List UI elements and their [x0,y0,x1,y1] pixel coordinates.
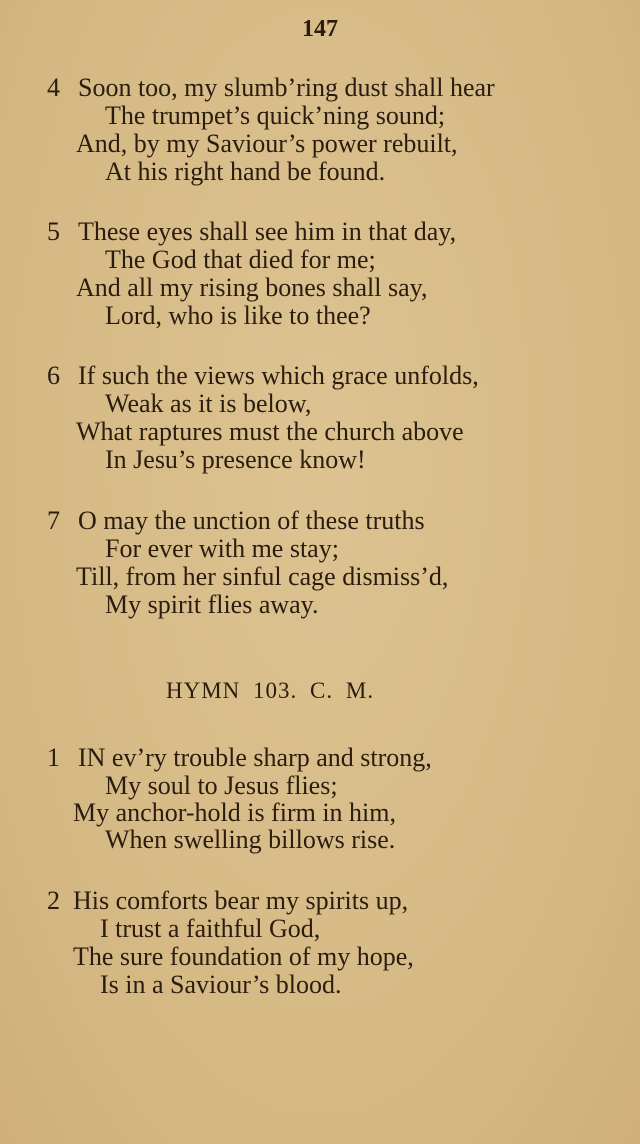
stanza-number: 4 [47,73,60,102]
verse-line: For ever with me stay; [105,534,339,563]
verse-line: When swelling billows rise. [105,825,396,854]
verse-line: The sure foundation of my hope, [73,942,414,971]
verse-line: O may the unction of these truths [78,506,425,535]
verse-line: My anchor-hold is firm in him, [73,798,396,827]
verse-line: The God that died for me; [105,245,376,274]
stanza-number: 7 [47,506,60,535]
page-number: 147 [302,16,338,42]
verse-line: Soon too, my slumb’ring dust shall hear [78,73,495,102]
verse-line: My soul to Jesus flies; [105,771,338,800]
verse-line: And, by my Saviour’s power rebuilt, [76,129,458,158]
verse-line: Lord, who is like to thee? [105,301,371,330]
verse-line: If such the views which grace unfolds, [78,361,479,390]
verse-line: IN ev’ry trouble sharp and strong, [78,743,432,772]
stanza-number: 6 [47,361,60,390]
verse-line: The trumpet’s quick’ning sound; [105,101,446,130]
hymn-heading: HYMN 103. C. M. [166,678,375,703]
stanza-number: 2 [47,886,60,915]
verse-line: Is in a Saviour’s blood. [100,970,342,999]
verse-line: His comforts bear my spirits up, [73,886,409,915]
verse-line: These eyes shall see him in that day, [78,217,457,246]
stanza-number: 5 [47,217,60,246]
verse-line: At his right hand be found. [105,157,386,186]
verse-line: And all my rising bones shall say, [76,273,428,302]
stanza-number: 1 [47,743,60,772]
verse-line: What raptures must the church above [76,417,464,446]
verse-line: I trust a faithful God, [100,914,321,943]
verse-line: In Jesu’s presence know! [105,445,366,474]
verse-line: My spirit flies away. [105,590,319,619]
verse-line: Weak as it is below, [105,389,312,418]
verse-line: Till, from her sinful cage dismiss’d, [76,562,449,591]
